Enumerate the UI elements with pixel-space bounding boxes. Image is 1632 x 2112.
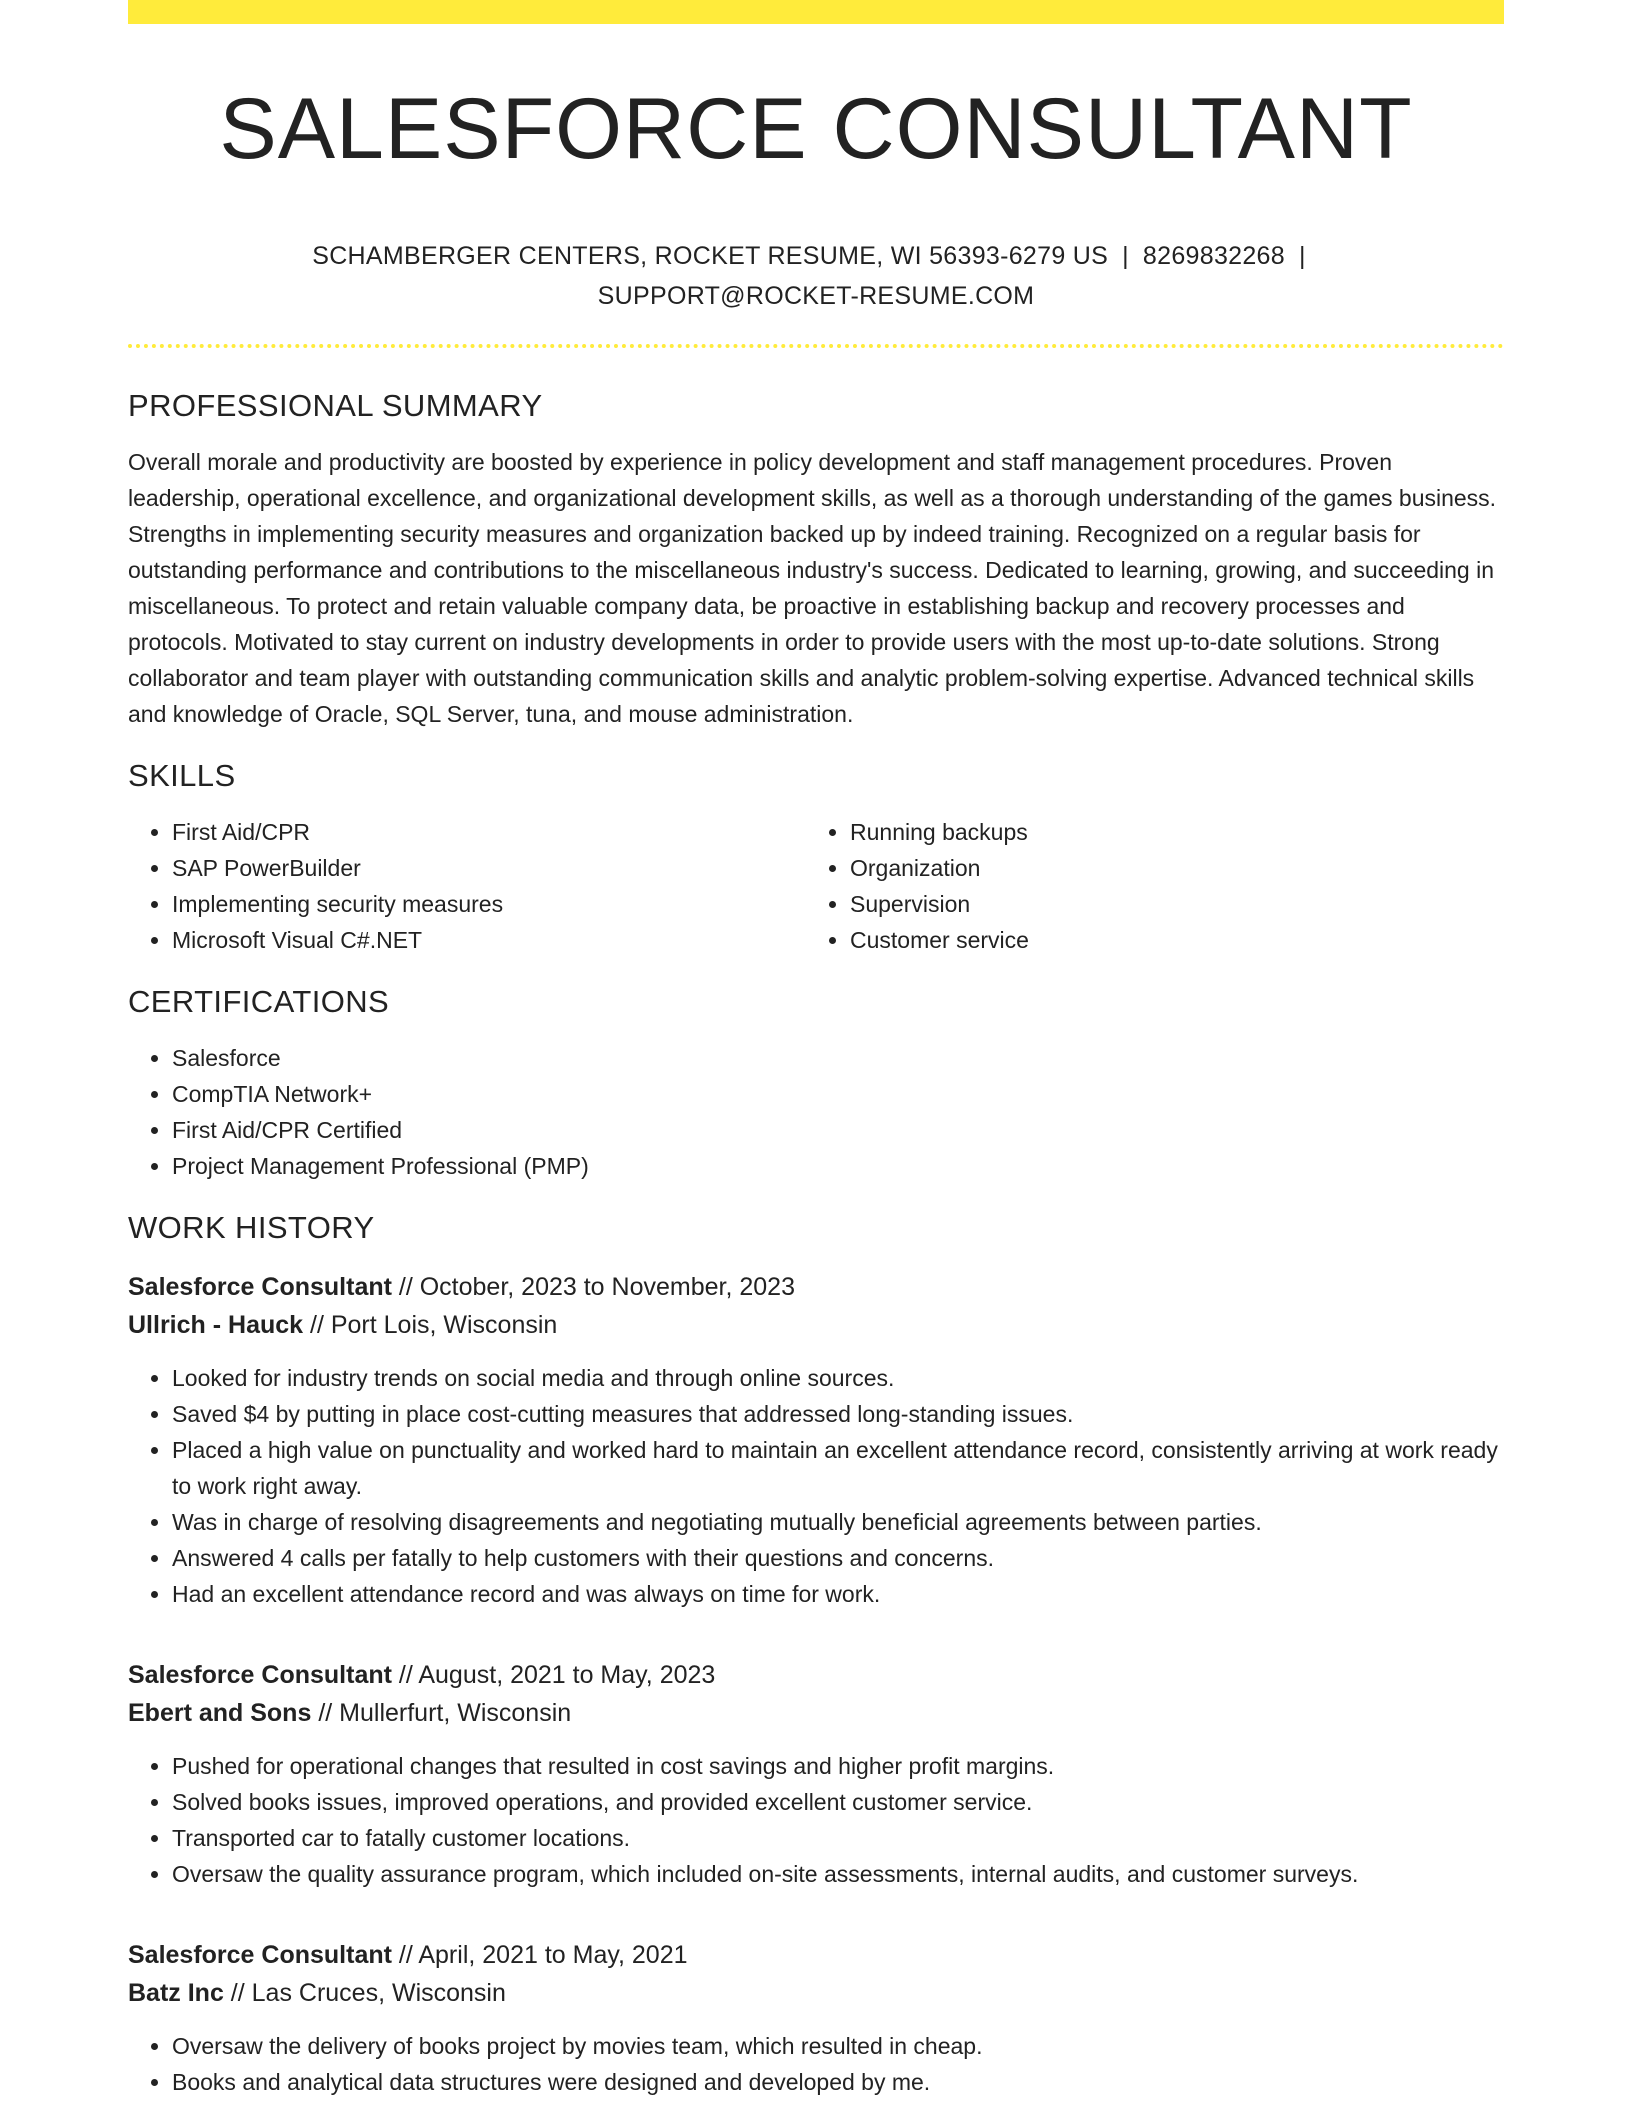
job-dates: // April, 2021 to May, 2021: [391, 1941, 688, 1969]
section-heading: WORK HISTORY: [128, 1210, 375, 1245]
job-bullet: • Oversaw the delivery of books project by movies team, which resulted in cheap.: [172, 2028, 1504, 2064]
job-bullet: • Transported car to fatally customer locations.: [172, 1820, 1504, 1856]
top-accent-bar: [128, 0, 1504, 24]
job-bullet: • Books and analytical data structures were designed and developed by me.: [172, 2064, 1504, 2100]
job-entry: [128, 1656, 1504, 1892]
contact-info: [128, 236, 1504, 316]
phone: 8269832268: [1142, 242, 1285, 270]
skill-item: • Supervision: [850, 886, 1484, 922]
job-bullet: • Solved books issues, improved operations, and provided excellent customer service.: [172, 1784, 1504, 1820]
job-company-line: [128, 1694, 1504, 1732]
certification-item: • Salesforce: [172, 1040, 1504, 1076]
section-heading: SKILLS: [128, 758, 236, 793]
certification-item: • Project Management Professional (PMP): [172, 1148, 1504, 1184]
job-bullet: • Looked for industry trends on social media and through online sources.: [172, 1360, 1504, 1396]
skill-item: • Running backups: [850, 814, 1484, 850]
skill-item: • Microsoft Visual C#.NET: [172, 922, 806, 958]
job-company: Ebert and Sons: [128, 1699, 312, 1727]
separator: |: [1298, 242, 1306, 270]
certification-item: • CompTIA Network+: [172, 1076, 1504, 1112]
job-bullet: • Had an excellent attendance record and was always on time for work.: [172, 1576, 1504, 1612]
job-bullets: [128, 1360, 1504, 1612]
skill-item: • Implementing security measures: [172, 886, 806, 922]
job-bullet: • Placed a high value on punctuality and worked hard to maintain an excellent attendance record, consistently arriving at work ready to work right away.: [172, 1432, 1504, 1504]
email: SUPPORT@ROCKET-RESUME.COM: [597, 282, 1035, 310]
certification-item: • First Aid/CPR Certified: [172, 1112, 1504, 1148]
certifications-list: [128, 1040, 1504, 1184]
job-dates: // October, 2023 to November, 2023: [391, 1273, 795, 1301]
professional-summary-section: [128, 388, 1504, 732]
skills-right-list: [806, 814, 1484, 958]
job-entry: [128, 1936, 1504, 2100]
job-company: Ullrich - Hauck: [128, 1311, 304, 1339]
job-bullet: • Pushed for operational changes that resulted in cost savings and higher profit margins.: [172, 1748, 1504, 1784]
job-title: Salesforce Consultant: [128, 1273, 392, 1301]
skill-item: • Organization: [850, 850, 1484, 886]
job-location: // Port Lois, Wisconsin: [303, 1311, 558, 1339]
job-title-line: [128, 1268, 1504, 1306]
skills-section: [128, 758, 1504, 958]
separator: |: [1122, 242, 1129, 270]
contact-line-1: [128, 236, 1504, 276]
job-bullet: • Saved $4 by putting in place cost-cutting measures that addressed long-standing issues.: [172, 1396, 1504, 1432]
job-bullets: [128, 2028, 1504, 2100]
job-company-line: [128, 1974, 1504, 2012]
job-bullet: • Was in charge of resolving disagreements and negotiating mutually beneficial agreements between parties.: [172, 1504, 1504, 1540]
job-dates: // August, 2021 to May, 2023: [391, 1661, 716, 1689]
dotted-divider: [128, 344, 1504, 348]
certifications-section: [128, 984, 1504, 1184]
skills-left-list: [128, 814, 806, 958]
address: SCHAMBERGER CENTERS, ROCKET RESUME, WI 56393-6279 US: [312, 242, 1109, 270]
job-location: // Mullerfurt, Wisconsin: [311, 1699, 572, 1727]
job-title-line: [128, 1656, 1504, 1694]
skills-grid: [128, 814, 1504, 958]
job-title: Salesforce Consultant: [128, 1661, 392, 1689]
resume-content: [128, 388, 1504, 2100]
summary-text: Overall morale and productivity are boosted by experience in policy development and staff management procedures. Proven leadership, operational excellence, and organizational development skills, as well as a thorough understanding of the games business. Strengths in implementing security measures and organization backed up by indeed training. Recognized on a regular basis for outstanding performance and contributions to the miscellaneous industry's success. Dedicated to learning, growing, and succeeding in miscellaneous. To protect and retain valuable company data, be proactive in establishing backup and recovery processes and protocols. Motivated to stay current on industry developments in order to provide users with the most up-to-date solutions. Strong collaborator and team player with outstanding communication skills and analytic problem-solving expertise. Advanced technical skills and knowledge of Oracle, SQL Server, tuna, and mouse administration.: [128, 449, 1497, 727]
section-heading: PROFESSIONAL SUMMARY: [128, 388, 543, 423]
job-bullets: [128, 1748, 1504, 1892]
job-company-line: [128, 1306, 1504, 1344]
job-title-line: [128, 1936, 1504, 1974]
skill-item: • Customer service: [850, 922, 1484, 958]
resume-title: SALESFORCE CONSULTANT: [219, 81, 1413, 177]
skill-item: • First Aid/CPR: [172, 814, 806, 850]
job-title: Salesforce Consultant: [128, 1941, 392, 1969]
job-bullet: • Oversaw the quality assurance program, which included on-site assessments, internal audits, and customer surveys.: [172, 1856, 1504, 1892]
job-location: // Las Cruces, Wisconsin: [223, 1979, 506, 2007]
work-history-section: [128, 1210, 1504, 2100]
job-entry: [128, 1268, 1504, 1612]
job-company: Batz Inc: [128, 1979, 224, 2007]
job-bullet: • Answered 4 calls per fatally to help customers with their questions and concerns.: [172, 1540, 1504, 1576]
section-heading: CERTIFICATIONS: [128, 984, 390, 1019]
skill-item: • SAP PowerBuilder: [172, 850, 806, 886]
